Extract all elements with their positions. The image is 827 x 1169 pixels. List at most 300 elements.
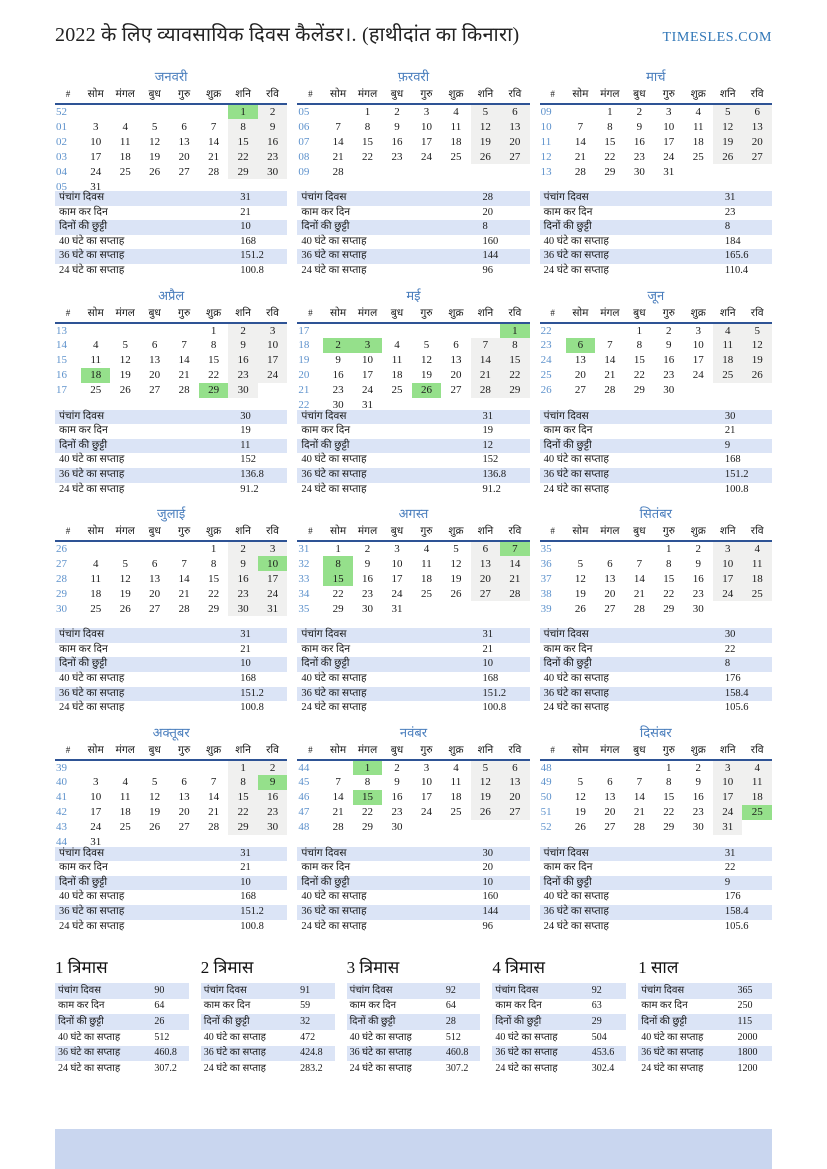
week-row bbox=[297, 805, 529, 820]
week-number: 35 bbox=[298, 602, 310, 615]
weekday-header: सोम bbox=[81, 305, 110, 323]
page-header bbox=[55, 20, 772, 47]
stat-label: 36 घंटे का सप्ताह bbox=[203, 1047, 266, 1059]
day-cell: 14 bbox=[604, 354, 616, 367]
day-cell: 1 bbox=[210, 543, 217, 556]
empty-day-cell bbox=[500, 601, 530, 616]
day-cell: 4 bbox=[122, 776, 128, 789]
stat-label: 36 घंटे का सप्ताह bbox=[543, 468, 609, 480]
day-cell: 22 bbox=[228, 805, 257, 820]
stat-label: 36 घंटे का सप्ताह bbox=[58, 1047, 121, 1059]
day-cell: 8 bbox=[364, 776, 371, 789]
stat-row bbox=[540, 264, 772, 279]
weekday-header-row bbox=[297, 305, 529, 323]
week-row bbox=[297, 164, 529, 179]
week-row bbox=[55, 368, 287, 383]
day-cell: 2 bbox=[228, 541, 257, 556]
stat-label: 36 घंटे का सप्ताह bbox=[543, 250, 609, 262]
stat-value: 64 bbox=[154, 1000, 165, 1012]
weekday-header: मंगल bbox=[110, 305, 139, 323]
month-title: जून bbox=[647, 287, 665, 303]
day-cell: 17 bbox=[90, 150, 102, 163]
week-number-header: # bbox=[297, 523, 323, 541]
day-cell: 13 bbox=[604, 572, 616, 585]
stat-label: 36 घंटे का सप्ताह bbox=[59, 468, 125, 480]
stat-row bbox=[55, 1014, 189, 1030]
weekday-header: गुरु bbox=[169, 305, 198, 323]
day-cell: 25 bbox=[742, 805, 772, 820]
day-cell: 16 bbox=[391, 135, 403, 148]
stat-row bbox=[540, 657, 772, 672]
day-cell: 10 bbox=[90, 135, 102, 148]
stat-value: 19 bbox=[240, 425, 251, 437]
week-number-header: # bbox=[540, 86, 566, 104]
stat-value: 110.4 bbox=[724, 264, 749, 276]
day-cell: 25 bbox=[90, 602, 102, 615]
month-calendar bbox=[297, 305, 529, 413]
day-cell: 27 bbox=[471, 586, 500, 601]
week-number: 47 bbox=[298, 806, 310, 819]
day-cell: 16 bbox=[228, 353, 257, 368]
day-cell: 1 bbox=[335, 543, 341, 556]
day-cell: 30 bbox=[692, 602, 704, 615]
stat-value: 250 bbox=[737, 1000, 753, 1012]
week-number: 31 bbox=[298, 543, 310, 556]
stat-value: 20 bbox=[482, 862, 494, 874]
day-cell: 26 bbox=[574, 602, 586, 615]
month-block bbox=[297, 506, 529, 725]
day-cell: 16 bbox=[362, 572, 374, 585]
stat-value: 512 bbox=[445, 1031, 461, 1043]
day-cell: 12 bbox=[574, 791, 586, 804]
empty-day-cell bbox=[169, 760, 198, 775]
summary-grid bbox=[55, 955, 772, 1086]
empty-day-cell bbox=[382, 323, 411, 338]
empty-day-cell bbox=[595, 760, 624, 775]
empty-day-cell bbox=[140, 760, 169, 775]
stat-row bbox=[540, 206, 772, 221]
day-cell: 25 bbox=[450, 150, 462, 163]
day-cell: 9 bbox=[695, 557, 702, 570]
stat-row bbox=[55, 439, 287, 454]
day-cell: 24 bbox=[391, 587, 403, 600]
month-stats-table bbox=[540, 847, 772, 935]
stat-label: काम कर दिन bbox=[59, 643, 108, 655]
day-cell: 9 bbox=[228, 556, 257, 571]
stat-row bbox=[492, 1061, 626, 1077]
week-number: 01 bbox=[56, 120, 67, 133]
stat-row bbox=[55, 657, 287, 672]
stat-label: पंचांग दिवस bbox=[301, 847, 347, 859]
stat-row bbox=[540, 249, 772, 264]
week-number: 17 bbox=[298, 324, 310, 337]
week-number: 05 bbox=[298, 106, 310, 118]
empty-day-cell bbox=[81, 760, 110, 775]
weekday-header: बुध bbox=[382, 305, 411, 323]
week-number: 50 bbox=[540, 791, 552, 804]
day-cell: 26 bbox=[471, 149, 500, 164]
weekday-header: बुध bbox=[382, 86, 411, 104]
stat-label: पंचांग दिवस bbox=[301, 192, 347, 203]
stat-row bbox=[540, 643, 772, 658]
day-cell: 13 bbox=[149, 572, 161, 585]
stat-label: पंचांग दिवस bbox=[59, 410, 105, 422]
week-number: 16 bbox=[56, 369, 67, 382]
empty-day-cell bbox=[566, 323, 595, 338]
stat-label: 24 घंटे का सप्ताह bbox=[543, 483, 609, 495]
stat-value: 160 bbox=[482, 891, 499, 903]
stat-label: काम कर दिन bbox=[349, 1000, 397, 1012]
weekday-header: शुक्र bbox=[199, 305, 228, 323]
day-cell: 9 bbox=[335, 354, 341, 367]
day-cell: 15 bbox=[353, 790, 382, 805]
summary-title: 2 त्रिमास bbox=[200, 958, 254, 978]
day-cell: 31 bbox=[713, 820, 742, 835]
day-cell: 13 bbox=[500, 775, 530, 790]
stat-label: पंचांग दिवस bbox=[543, 410, 589, 422]
empty-day-cell bbox=[742, 820, 772, 835]
week-row bbox=[540, 134, 772, 149]
stat-label: दिनों की छुट्टी bbox=[349, 1015, 396, 1027]
week-number: 07 bbox=[298, 135, 310, 148]
weekday-header: मंगल bbox=[353, 305, 382, 323]
stat-label: 40 घंटे का सप्ताह bbox=[301, 672, 367, 684]
day-cell: 31 bbox=[90, 180, 102, 193]
weekday-header: शुक्र bbox=[199, 742, 228, 760]
day-cell: 22 bbox=[332, 587, 344, 600]
stat-label: काम कर दिन bbox=[301, 643, 351, 655]
stat-value: 91 bbox=[300, 984, 311, 996]
footer-bar bbox=[55, 1129, 772, 1169]
day-cell: 11 bbox=[90, 354, 102, 367]
month-stats-table bbox=[297, 847, 529, 935]
stat-value: 152 bbox=[482, 454, 499, 466]
week-row bbox=[297, 586, 529, 601]
timesles-link[interactable]: TIMESLES.COM bbox=[662, 30, 772, 45]
weekday-header: बुध bbox=[140, 86, 169, 104]
stat-value: 151.2 bbox=[240, 687, 264, 699]
weekday-header: शुक्र bbox=[441, 305, 470, 323]
stat-label: काम कर दिन bbox=[543, 862, 593, 874]
stat-label: 24 घंटे का सप्ताह bbox=[543, 702, 609, 714]
day-cell: 5 bbox=[471, 760, 500, 775]
week-row bbox=[55, 775, 287, 790]
week-number: 02 bbox=[56, 135, 67, 148]
week-number-header: # bbox=[540, 305, 566, 323]
day-cell: 12 bbox=[742, 338, 772, 353]
stat-value: 307.2 bbox=[154, 1062, 177, 1074]
stat-row bbox=[297, 468, 529, 483]
stat-label: पंचांग दिवस bbox=[543, 847, 589, 859]
week-number: 23 bbox=[540, 339, 552, 352]
week-row bbox=[297, 353, 529, 368]
day-cell: 6 bbox=[566, 338, 595, 353]
day-cell: 28 bbox=[633, 821, 645, 834]
stat-row bbox=[540, 672, 772, 687]
stat-row bbox=[540, 687, 772, 702]
stat-row bbox=[55, 905, 287, 920]
stat-value: 512 bbox=[154, 1031, 170, 1043]
day-cell: 9 bbox=[258, 775, 288, 790]
day-cell: 3 bbox=[666, 106, 672, 118]
week-row bbox=[55, 805, 287, 820]
weekday-header: रवि bbox=[500, 305, 530, 323]
month-block bbox=[297, 69, 529, 288]
day-cell: 31 bbox=[258, 601, 288, 616]
day-cell: 27 bbox=[500, 805, 530, 820]
stat-label: काम कर दिन bbox=[301, 862, 351, 874]
month-calendar bbox=[55, 742, 287, 850]
day-cell: 19 bbox=[713, 134, 742, 149]
week-number: 26 bbox=[56, 543, 67, 556]
stat-value: 10 bbox=[482, 658, 494, 670]
month-stats-table bbox=[540, 410, 772, 498]
weekday-header: सोम bbox=[566, 305, 595, 323]
day-cell: 4 bbox=[394, 339, 400, 352]
weekday-header-row bbox=[55, 742, 287, 760]
weekday-header: रवि bbox=[500, 523, 530, 541]
weekday-header: गुरु bbox=[169, 86, 198, 104]
weekday-header: शनि bbox=[228, 86, 257, 104]
day-cell: 31 bbox=[90, 836, 102, 849]
month-title: मार्च bbox=[646, 69, 666, 84]
stat-row bbox=[638, 1061, 772, 1077]
month-title: जुलाई bbox=[157, 506, 186, 522]
day-cell: 7 bbox=[210, 776, 217, 789]
day-cell: 21 bbox=[471, 368, 500, 383]
stat-row bbox=[540, 483, 772, 498]
week-number: 33 bbox=[298, 572, 310, 585]
stat-value: 184 bbox=[724, 235, 741, 247]
weekday-header: मंगल bbox=[595, 305, 624, 323]
day-cell: 15 bbox=[663, 572, 675, 585]
stat-row bbox=[201, 983, 335, 999]
day-cell: 29 bbox=[332, 602, 344, 615]
stat-label: 24 घंटे का सप्ताह bbox=[59, 702, 125, 714]
stat-label: दिनों की छुट्टी bbox=[58, 1015, 104, 1027]
day-cell: 29 bbox=[663, 821, 675, 834]
stat-value: 158.4 bbox=[724, 906, 749, 918]
day-cell: 21 bbox=[208, 806, 220, 819]
week-number-header: # bbox=[55, 523, 81, 541]
week-row bbox=[540, 760, 772, 775]
stat-label: 40 घंटे का सप्ताह bbox=[203, 1031, 266, 1043]
stat-label: पंचांग दिवस bbox=[59, 847, 105, 859]
stat-row bbox=[55, 410, 287, 425]
empty-day-cell bbox=[441, 601, 470, 616]
day-cell: 10 bbox=[420, 120, 432, 133]
day-cell: 20 bbox=[178, 150, 190, 163]
day-cell: 22 bbox=[633, 369, 645, 382]
weekday-header: मंगल bbox=[595, 742, 624, 760]
week-row bbox=[540, 323, 772, 338]
day-cell: 7 bbox=[335, 120, 341, 133]
summary-title: 1 साल bbox=[638, 958, 679, 978]
stat-label: पंचांग दिवस bbox=[543, 192, 589, 203]
stat-label: 24 घंटे का सप्ताह bbox=[59, 264, 125, 276]
stat-row bbox=[347, 1046, 481, 1062]
day-cell: 21 bbox=[332, 806, 344, 819]
empty-day-cell bbox=[323, 104, 352, 119]
day-cell: 12 bbox=[574, 572, 586, 585]
stat-value: 158.4 bbox=[724, 687, 749, 699]
stat-label: 36 घंटे का सप्ताह bbox=[301, 250, 367, 262]
week-row bbox=[55, 556, 287, 571]
stat-row bbox=[55, 643, 287, 658]
stat-label: पंचांग दिवस bbox=[58, 984, 101, 996]
day-cell: 23 bbox=[362, 587, 374, 600]
empty-day-cell bbox=[625, 760, 654, 775]
day-cell: 19 bbox=[420, 369, 432, 382]
day-cell: 19 bbox=[574, 587, 586, 600]
day-cell: 21 bbox=[208, 150, 220, 163]
stat-value: 64 bbox=[445, 1000, 456, 1012]
stat-row bbox=[297, 206, 529, 221]
day-cell: 30 bbox=[391, 821, 403, 834]
day-cell: 17 bbox=[713, 571, 742, 586]
stat-value: 23 bbox=[724, 206, 736, 218]
stat-row bbox=[297, 861, 529, 876]
weekday-header: रवि bbox=[500, 86, 530, 104]
weekday-header: मंगल bbox=[110, 523, 139, 541]
day-cell: 18 bbox=[119, 150, 131, 163]
empty-day-cell bbox=[595, 323, 624, 338]
empty-day-cell bbox=[713, 164, 742, 179]
day-cell: 20 bbox=[471, 571, 500, 586]
stat-label: 36 घंटे का सप्ताह bbox=[59, 906, 125, 918]
day-cell: 26 bbox=[119, 384, 131, 397]
stat-row bbox=[201, 999, 335, 1015]
day-cell: 13 bbox=[742, 119, 772, 134]
day-cell: 25 bbox=[450, 806, 462, 819]
day-cell: 22 bbox=[228, 149, 257, 164]
stat-value: 30 bbox=[482, 847, 494, 859]
stat-value: 31 bbox=[240, 192, 251, 203]
empty-day-cell bbox=[323, 323, 352, 338]
stat-value: 168 bbox=[482, 672, 499, 684]
week-row bbox=[297, 790, 529, 805]
day-cell: 12 bbox=[471, 775, 500, 790]
stat-value: 1800 bbox=[737, 1047, 758, 1059]
weekday-header: गुरु bbox=[654, 305, 683, 323]
day-cell: 20 bbox=[149, 587, 161, 600]
week-number: 12 bbox=[540, 150, 552, 163]
empty-day-cell bbox=[140, 104, 169, 119]
day-cell: 24 bbox=[90, 821, 102, 834]
stat-value: 28 bbox=[482, 192, 494, 203]
week-number: 39 bbox=[56, 761, 67, 774]
month-stats-table bbox=[55, 628, 287, 716]
day-cell: 23 bbox=[258, 805, 288, 820]
month-block bbox=[540, 288, 772, 507]
summary-block bbox=[55, 955, 189, 1086]
day-cell: 16 bbox=[663, 354, 675, 367]
weekday-header: शनि bbox=[713, 86, 742, 104]
day-cell: 26 bbox=[412, 383, 441, 398]
day-cell: 30 bbox=[228, 601, 257, 616]
day-cell: 14 bbox=[633, 791, 645, 804]
stat-label: काम कर दिन bbox=[203, 1000, 251, 1012]
day-cell: 27 bbox=[604, 821, 616, 834]
weekday-header-row bbox=[55, 523, 287, 541]
stat-label: दिनों की छुट्टी bbox=[543, 876, 592, 888]
day-cell: 17 bbox=[90, 806, 102, 819]
stat-row bbox=[297, 235, 529, 250]
week-row bbox=[297, 323, 529, 338]
day-cell: 29 bbox=[633, 384, 645, 397]
day-cell: 14 bbox=[178, 572, 190, 585]
day-cell: 8 bbox=[323, 556, 352, 571]
week-number-header: # bbox=[55, 742, 81, 760]
day-cell: 30 bbox=[362, 602, 374, 615]
week-row bbox=[297, 571, 529, 586]
stat-label: काम कर दिन bbox=[301, 425, 351, 437]
day-cell: 16 bbox=[258, 790, 288, 805]
day-cell: 16 bbox=[332, 369, 344, 382]
month-calendar-area bbox=[540, 288, 772, 410]
day-cell: 19 bbox=[471, 134, 500, 149]
day-cell: 21 bbox=[574, 150, 586, 163]
day-cell: 21 bbox=[604, 369, 616, 382]
weekday-header: मंगल bbox=[110, 742, 139, 760]
stat-value: 31 bbox=[240, 629, 251, 641]
day-cell: 15 bbox=[208, 572, 220, 585]
empty-day-cell bbox=[742, 601, 772, 616]
day-cell: 29 bbox=[228, 164, 257, 179]
day-cell: 26 bbox=[450, 587, 462, 600]
week-number: 13 bbox=[56, 324, 67, 337]
day-cell: 4 bbox=[423, 543, 430, 556]
week-row bbox=[540, 104, 772, 119]
stat-value: 92 bbox=[445, 984, 456, 996]
summary-title: 4 त्रिमास bbox=[492, 958, 545, 978]
stat-value: 136.8 bbox=[482, 468, 507, 480]
stat-value: 31 bbox=[724, 847, 736, 859]
weekday-header: बुध bbox=[140, 305, 169, 323]
day-cell: 13 bbox=[471, 556, 500, 571]
month-block bbox=[55, 288, 287, 507]
stat-row bbox=[297, 453, 529, 468]
day-cell: 20 bbox=[604, 587, 616, 600]
month-calendar bbox=[55, 86, 287, 194]
day-cell: 1 bbox=[666, 761, 672, 774]
stat-row bbox=[297, 701, 529, 716]
stat-row bbox=[540, 410, 772, 425]
day-cell: 18 bbox=[450, 135, 462, 148]
weekday-header: शनि bbox=[228, 523, 257, 541]
week-row bbox=[540, 383, 772, 398]
day-cell: 19 bbox=[450, 572, 462, 585]
day-cell: 14 bbox=[208, 791, 220, 804]
month-stats-table bbox=[297, 191, 529, 279]
month-calendar-area bbox=[297, 288, 529, 410]
day-cell: 3 bbox=[258, 323, 288, 338]
weekday-header: रवि bbox=[742, 86, 772, 104]
weekday-header: सोम bbox=[566, 86, 595, 104]
day-cell: 20 bbox=[500, 790, 530, 805]
week-number: 20 bbox=[298, 369, 310, 382]
stat-row bbox=[55, 1046, 189, 1062]
stat-value: 151.2 bbox=[724, 468, 749, 480]
day-cell: 25 bbox=[119, 821, 131, 834]
empty-day-cell bbox=[353, 323, 382, 338]
day-cell: 24 bbox=[420, 150, 432, 163]
stat-label: 24 घंटे का सप्ताह bbox=[495, 1062, 558, 1074]
stat-label: पंचांग दिवस bbox=[59, 192, 105, 203]
stat-row bbox=[540, 468, 772, 483]
stat-label: 36 घंटे का सप्ताह bbox=[543, 687, 609, 699]
day-cell: 18 bbox=[420, 572, 432, 585]
